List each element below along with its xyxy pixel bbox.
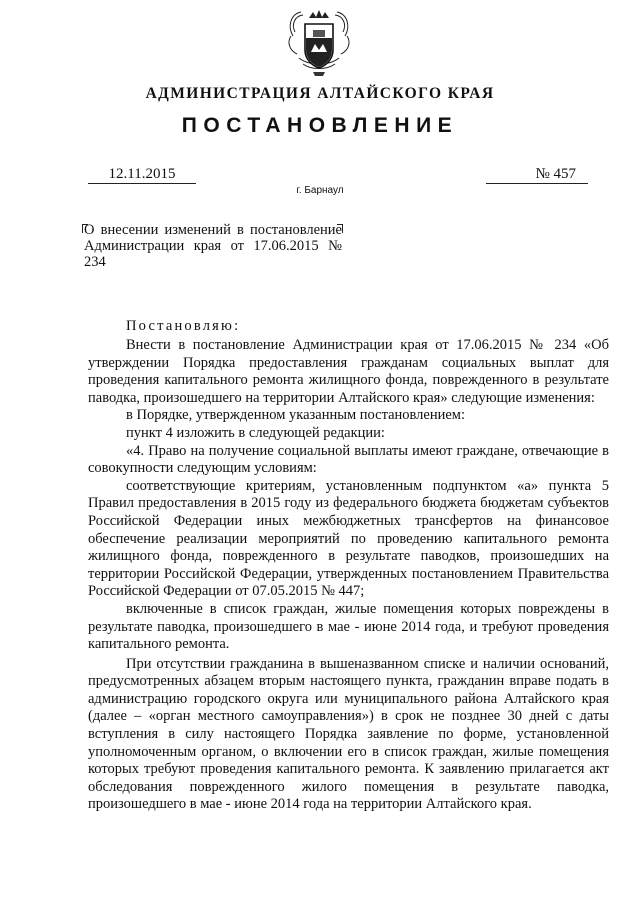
paragraph: пункт 4 изложить в следующей редакции: <box>126 424 385 441</box>
resolve-word: Постановляю: <box>126 318 241 334</box>
paragraph: Внести в постановление Администрации края от 17.06.2015 № 234 «Об утверждении Порядка предоставления гражданам социальных выплат для проведения капитального ремонта жилищного фонда, поврежденного в результате паводка, произошедшего на территории Алтайского края» следующие изменения: <box>88 337 609 406</box>
document-type: ПОСТАНОВЛЕНИЕ <box>181 114 459 137</box>
organization-name: АДМИНИСТРАЦИЯ АЛТАЙСКОГО КРАЯ <box>145 85 495 102</box>
city-label: г. Барнаул <box>296 185 344 196</box>
paragraph: соответствующие критериям, установленным подпунктом «а» пункта 5 Правил предоставления в 2015 году из федерального бюджета бюджетам субъектов Российской Федерации иных межбюджетных трансфертов на финансовое обеспечение реализации мероприятий по проведению капитального ремонта жилищного фонда, поврежденного в результате паводков, произошедших на территории Российской Федерации, утвержденных постановлением Правительства Российской Федерации от 07.05.2015 № 447; <box>88 477 609 600</box>
paragraph: При отсутствии гражданина в вышеназванном списке и наличии оснований, предусмотренных абзацем вторым настоящего пункта, гражданин вправе подать в администрацию городского округа или муниципального района Алтайского края (далее – «орган местного самоуправления») в срок не позднее 30 дней с даты вступления в силу настоящего Порядка заявление по форме, установленной уполномоченным органом, о включении его в список граждан, жилые помещения которых требуют проведения капитального ремонта. К заявлению прилагается акт обследования поврежденного жилого помещения в результате паводка, произошедшего в мае - июне 2014 года на территории Алтайского края. <box>88 655 609 813</box>
document-number: № 457 <box>486 166 588 184</box>
document-body <box>88 337 609 814</box>
document-subject: О внесении изменений в постановление Администрации края от 17.06.2015 № 234 <box>84 222 342 270</box>
document-date: 12.11.2015 <box>88 166 196 184</box>
paragraph: включенные в список граждан, жилые помещения которых повреждены в результате паводка, произошедшего в мае - июне 2014 года, и требуют проведения капитального ремонта. <box>88 600 609 653</box>
paragraph: в Порядке, утвержденном указанным постановлением: <box>126 407 466 424</box>
paragraph: «4. Право на получение социальной выплаты имеют граждане, отвечающие в совокупности следующим условиям: <box>88 442 609 477</box>
coat-of-arms-icon <box>283 6 355 80</box>
